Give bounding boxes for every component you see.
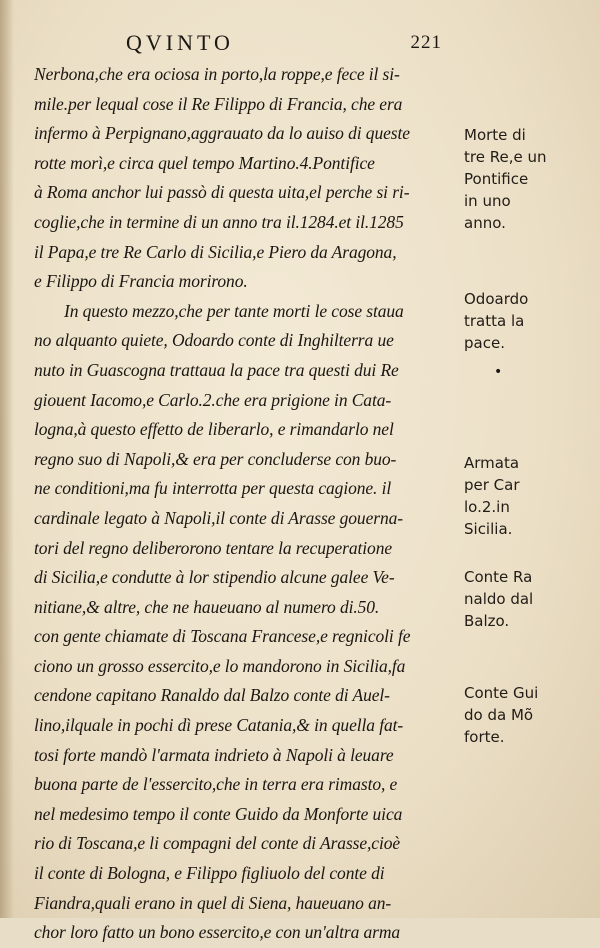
text-line: coglie,che in termine di un anno tra il.1284.et il.1285 <box>34 211 404 232</box>
text-line: rio di Toscana,e li compagni del conte di Arasse,cioè <box>34 833 401 854</box>
margin-note-line: Conte Ra <box>464 568 533 586</box>
text-line: giouent Iacomo,e Carlo.2.che era prigione in Cata- <box>34 389 392 410</box>
page-header <box>126 30 442 58</box>
folio-number: 221 <box>410 32 442 53</box>
margin-note-line: Balzo. <box>464 612 510 630</box>
text-line: chor loro fatto un bono essercito,e con un'altra arma <box>34 922 401 943</box>
text-line: à Roma anchor lui passò di questa uita,el perche si ri- <box>34 182 410 203</box>
margin-note-line: Conte Gui <box>464 684 539 702</box>
margin-note-line: per Car <box>464 476 520 494</box>
text-line: infermo à Perpignano,aggrauato da lo auiso di queste <box>34 123 410 144</box>
body-text <box>34 60 466 948</box>
text-line: logna,à questo effetto de liberarlo, e rimandarlo nel <box>34 419 394 440</box>
margin-note <box>464 566 592 632</box>
running-head: QVINTO <box>126 30 234 55</box>
text-line: il Papa,e tre Re Carlo di Sicilia,e Piero da Aragona, <box>34 241 397 262</box>
text-line: nitiane,& altre, che ne haueuano al numero di.50. <box>34 596 380 617</box>
text-line: ne conditioni,ma fu interrotta per questa cagione. il <box>34 478 392 499</box>
text-line: Nerbona,che era ociosa in porto,la roppe,e fece il si- <box>34 64 400 84</box>
text-line: buona parte de l'essercito,che in terra era rimasto, e <box>34 774 398 795</box>
margin-note-line: tre Re,e un <box>464 148 547 166</box>
text-line: cardinale legato à Napoli,il conte di Arasse gouerna- <box>34 507 403 528</box>
margin-note-line: Morte di <box>464 126 526 144</box>
text-line: tosi forte mandò l'armata indrieto à Napoli à leuare <box>34 744 394 765</box>
margin-note <box>464 452 592 540</box>
margin-note-line: do da Mõ <box>464 706 534 724</box>
text-line: lino,ilquale in pochi dì prese Catania,& in quella fat- <box>34 715 404 736</box>
text-line: cendone capitano Ranaldo dal Balzo conte di Auel- <box>34 685 390 706</box>
text-line: In questo mezzo,che per tante morti le cose staua <box>64 300 404 321</box>
margin-note-line: tratta la <box>464 312 525 330</box>
text-line: di Sicilia,e condutte à lor stipendio alcune galee Ve- <box>34 567 395 588</box>
margin-note-line: forte. <box>464 728 505 746</box>
margin-note-line: Armata <box>464 454 520 472</box>
text-line: rotte morì,e circa quel tempo Martino.4.Pontifice <box>34 152 375 173</box>
margin-note <box>464 288 592 354</box>
margin-note <box>464 682 592 748</box>
text-line: il conte di Bologna, e Filippo figliuolo del conte di <box>34 863 385 884</box>
margin-note-line: pace. <box>464 334 505 352</box>
bullet-mark: • <box>494 364 503 380</box>
text-line: ciono un grosso essercito,e lo mandorono in Sicilia,fa <box>34 655 406 676</box>
margin-note-line: Pontifice <box>464 170 529 188</box>
margin-note-line: anno. <box>464 214 506 232</box>
margin-note-line: naldo dal <box>464 590 534 608</box>
margin-note-line: Odoardo <box>464 290 529 308</box>
text-line: nel medesimo tempo il conte Guido da Monforte uica <box>34 803 403 824</box>
text-line: no alquanto quiete, Odoardo conte di Inghilterra ue <box>34 330 394 351</box>
text-line: nuto in Guascogna trattaua la pace tra questi dui Re <box>34 359 399 380</box>
text-line: tori del regno deliberorono tentare la recuperatione <box>34 537 393 558</box>
margin-note <box>464 124 592 234</box>
text-line: e Filippo di Francia morirono. <box>34 271 248 292</box>
margin-note-line: in uno <box>464 192 511 210</box>
text-line: con gente chiamate di Toscana Francese,e regnicoli fe <box>34 626 411 647</box>
text-line: mile.per lequal cose il Re Filippo di Francia, che era <box>34 93 403 114</box>
margin-note-line: lo.2.in <box>464 498 510 516</box>
text-line: Fiandra,quali erano in quel di Siena, haueuano an- <box>34 892 392 913</box>
text-line: regno suo di Napoli,& era per concluderse con buo- <box>34 448 397 469</box>
margin-note-line: Sicilia. <box>464 520 513 538</box>
